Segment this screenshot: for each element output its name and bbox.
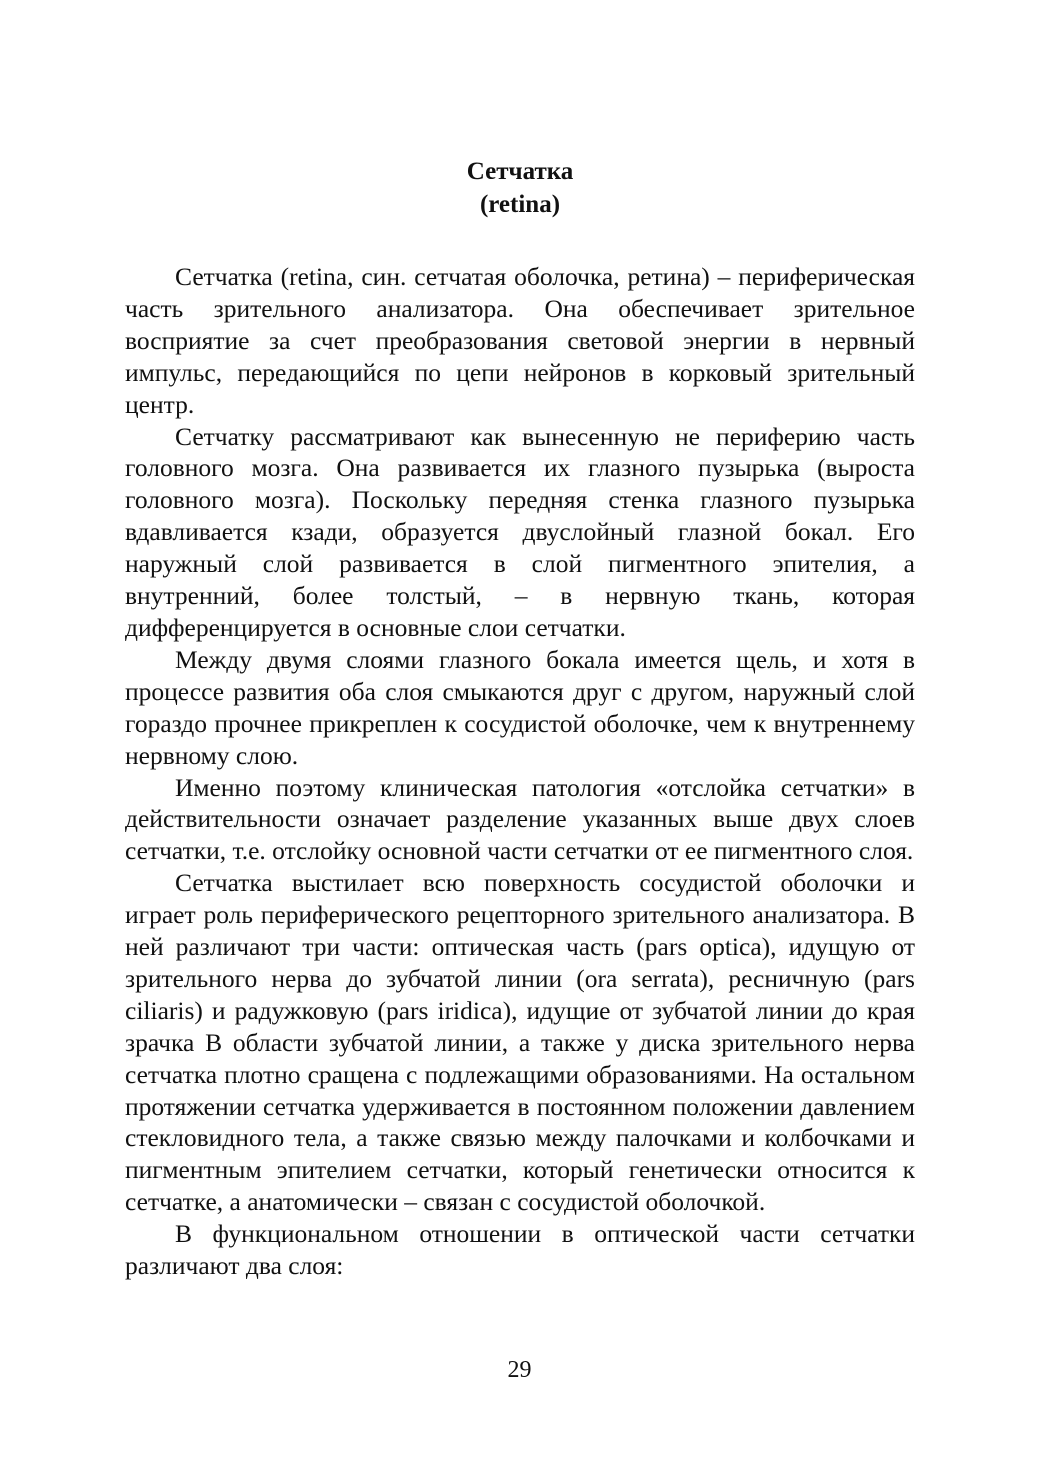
paragraph-6: В функциональном отношении в оптической части сетчатки различают два слоя: xyxy=(125,1219,915,1281)
page-content xyxy=(125,155,915,1282)
paragraph-5: Сетчатка выстилает всю поверхность сосудистой оболочки и играет роль периферического рецепторного зрительного анализатора. В ней различают три части: оптическая часть (pars optica), идущую от зрительного нерва до зубчатой линии (ora serrata), ресничную (pars ciliaris) и радужковую (pars iridica), идущие от зубчатой линии до края зрачка В области зубчатой линии, а также у диска зрительного нерва сетчатка плотно сращена с подлежащими образованиями. На остальном протяжении сетчатка удерживается в постоянном положении давлением стекловидного тела, а также связью между палочками и колбочками и пигментным эпителием сетчатки, который генетически относится к сетчатке, а анатомически – связан с сосудистой оболочкой. xyxy=(125,868,915,1217)
page-number: 29 xyxy=(507,1357,532,1383)
body-text xyxy=(125,261,915,1282)
subtitle-line: (retina) xyxy=(479,191,561,218)
paragraph-3: Между двумя слоями глазного бокала имеется щель, и хотя в процессе развития оба слоя смыкаются друг с другом, наружный слой гораздо прочнее прикреплен к сосудистой оболочке, чем к внутреннему нервному слою. xyxy=(125,644,915,770)
title-line: Сетчатка xyxy=(466,158,574,185)
paragraph-2: Сетчатку рассматривают как вынесенную не периферию часть головного мозга. Она развивается их глазного пузырька (выроста головного мозга). Поскольку передняя стенка глазного пузырька вдавливается кзади, образуется двуслойный глазной бокал. Его наружный слой развивается в слой пигментного эпителия, а внутренний, более толстый, – в нервную ткань, которая дифференцируется в основные слои сетчатки. xyxy=(125,421,915,642)
paragraph-4: Именно поэтому клиническая патология «отслойка сетчатки» в действительности означает разделение указанных выше двух слоев сетчатки, т.е. отслойку основной части сетчатки от ее пигментного слоя. xyxy=(125,772,915,866)
paragraph-1: Сетчатка (retina, син. сетчатая оболочка, ретина) – периферическая часть зрительного анализатора. Она обеспечивает зрительное восприятие за счет преобразования световой энергии в нервный импульс, передающийся по цепи нейронов в корковый зрительный центр. xyxy=(125,262,915,419)
page-title xyxy=(125,155,915,221)
